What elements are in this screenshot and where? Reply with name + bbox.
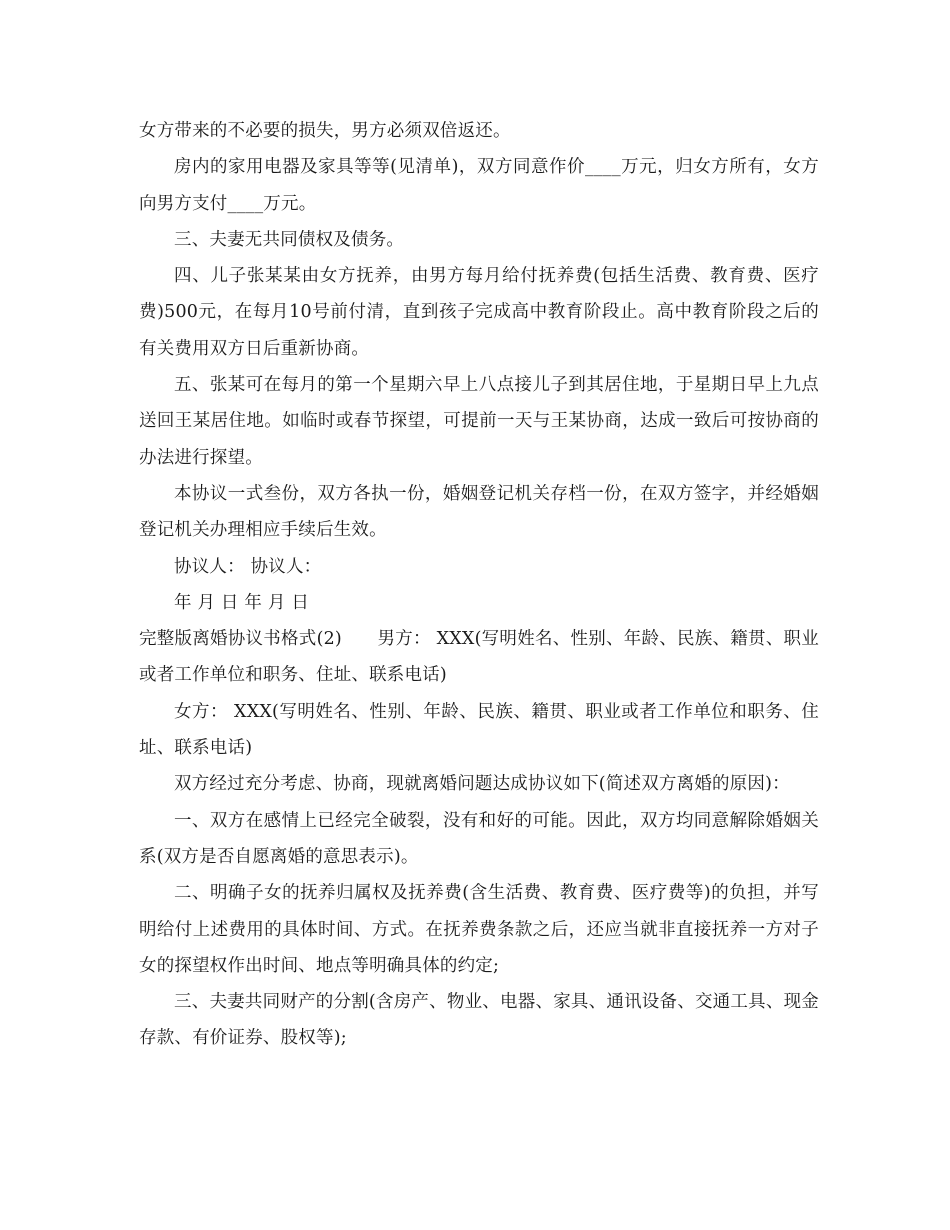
- paragraph-no-debts: 三、夫妻无共同债权及债务。: [174, 229, 405, 250]
- paragraph-format-heading-male: 完整版离婚协议书格式(2) 男方： XXX(写明姓名、性别、年龄、民族、籍贯、职业或者工作单位和职务、住址、联系电话): [139, 629, 819, 686]
- paragraph-visitation: 五、张某可在每月的第一个星期六早上八点接儿子到其居住地，于星期日早上九点送回王某居住地。如临时或春节探望，可提前一天与王某协商，达成一致后可按协商的办法进行探望。: [139, 375, 819, 468]
- paragraph-item-one: 一、双方在感情上已经完全破裂，没有和好的可能。因此，双方均同意解除婚姻关系(双方是否自愿离婚的意思表示)。: [139, 810, 819, 867]
- paragraph-signatories: 协议人： 协议人：: [174, 556, 322, 577]
- document-body: [139, 113, 819, 1057]
- paragraph-child-support: 四、儿子张某某由女方抚养，由男方每月给付抚养费(包括生活费、教育费、医疗费)500元，在每月10号前付清，直到孩子完成高中教育阶段止。高中教育阶段之后的有关费用双方日后重新协商。: [139, 266, 819, 359]
- paragraph-appliances: 房内的家用电器及家具等等(见清单)，双方同意作价____万元，归女方所有，女方向男方支付____万元。: [139, 157, 819, 214]
- paragraph-item-three: 三、夫妻共同财产的分割(含房产、物业、电器、家具、通讯设备、交通工具、现金存款、有价证券、股权等);: [139, 992, 819, 1049]
- paragraph-item-two: 二、明确子女的抚养归属权及抚养费(含生活费、教育费、医疗费等)的负担，并写明给付上述费用的具体时间、方式。在抚养费条款之后，还应当就非直接抚养一方对子女的探望权作出时间、地点等明确具体的约定;: [139, 883, 819, 976]
- paragraph-female-party: 女方： XXX(写明姓名、性别、年龄、民族、籍贯、职业或者工作单位和职务、住址、联系电话): [139, 701, 819, 759]
- paragraph-agreement-intro: 双方经过充分考虑、协商，现就离婚问题达成协议如下(简述双方离婚的原因)：: [174, 774, 790, 795]
- paragraph-loss-compensation: 女方带来的不必要的损失，男方必须双倍返还。: [139, 121, 511, 141]
- paragraph-dates: 年 月 日 年 月 日: [174, 592, 310, 613]
- paragraph-copies: 本协议一式叁份，双方各执一份，婚姻登记机关存档一份，在双方签字，并经婚姻登记机关办理相应手续后生效。: [139, 483, 819, 541]
